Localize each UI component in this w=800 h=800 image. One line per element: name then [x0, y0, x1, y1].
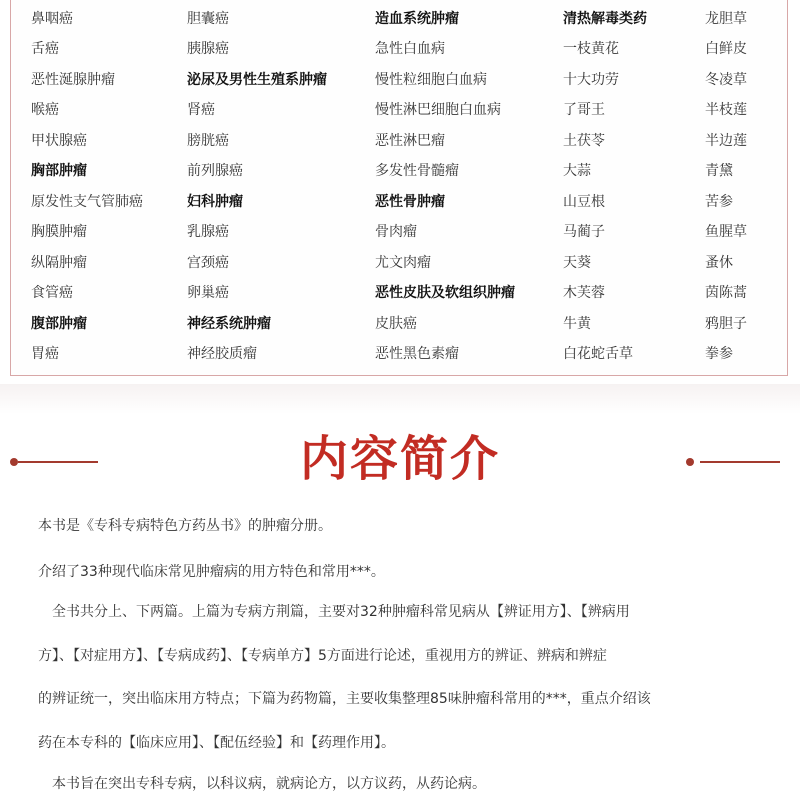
toc-item: 恶性黑色素瘤	[375, 346, 459, 362]
toc-item: 白鲜皮	[705, 41, 747, 57]
toc-item: 胃癌	[31, 346, 59, 362]
toc-item: 苦参	[705, 194, 733, 210]
section-title: 内容简介	[299, 431, 500, 487]
toc-item: 鸦胆子	[705, 316, 747, 332]
toc-item: 胰腺癌	[187, 41, 229, 57]
toc-item: 冬凌草	[705, 72, 747, 88]
toc-item: 大蒜	[563, 163, 591, 179]
right-ornament-dot	[686, 458, 694, 466]
toc-item: 甲状腺癌	[31, 133, 87, 149]
toc-item: 青黛	[705, 163, 733, 179]
toc-item: 白花蛇舌草	[563, 346, 633, 362]
left-ornament-line	[18, 461, 98, 463]
toc-item: 胆囊癌	[187, 11, 229, 27]
toc-item: 慢性淋巴细胞白血病	[375, 102, 501, 118]
toc-item: 神经胶质瘤	[187, 346, 257, 362]
toc-item: 十大功劳	[563, 72, 619, 88]
toc-item: 骨肉瘤	[375, 224, 417, 240]
toc-box	[10, 0, 788, 376]
toc-item: 了哥王	[563, 102, 605, 118]
toc-category-heading: 胸部肿瘤	[31, 163, 87, 179]
toc-category-heading: 恶性皮肤及软组织肿瘤	[375, 285, 515, 301]
toc-category-heading: 妇科肿瘤	[187, 194, 243, 210]
intro-line: 方】、【对症用方】、【专病成药】、【专病单方】5方面进行论述，重视用方的辨证、辨病和辨症	[38, 648, 607, 664]
toc-item: 皮肤癌	[375, 316, 417, 332]
toc-item: 龙胆草	[705, 11, 747, 27]
intro-line: 本书旨在突出专科专病，以科议病，就病论方，以方议药，从药论病。	[38, 776, 486, 792]
intro-line: 的辨证统一，突出临床用方特点；下篇为药物篇，主要收集整理85味肿瘤科常用的***，重点介绍该	[38, 691, 651, 707]
toc-item: 卵巢癌	[187, 285, 229, 301]
toc-item: 蚤休	[705, 255, 733, 271]
toc-item: 膀胱癌	[187, 133, 229, 149]
toc-category-heading: 清热解毒类药	[563, 11, 647, 27]
toc-item: 肾癌	[187, 102, 215, 118]
toc-item: 食管癌	[31, 285, 73, 301]
toc-item: 山豆根	[563, 194, 605, 210]
toc-item: 尤文肉瘤	[375, 255, 431, 271]
toc-category-heading: 造血系统肿瘤	[375, 11, 459, 27]
toc-item: 一枝黄花	[563, 41, 619, 57]
toc-category-heading: 神经系统肿瘤	[187, 316, 271, 332]
toc-item: 原发性支气管肺癌	[31, 194, 143, 210]
toc-item: 乳腺癌	[187, 224, 229, 240]
toc-item: 马蔺子	[563, 224, 605, 240]
toc-item: 舌癌	[31, 41, 59, 57]
toc-item: 天葵	[563, 255, 591, 271]
intro-line: 药在本专科的【临床应用】、【配伍经验】和【药理作用】。	[38, 735, 395, 751]
toc-item: 宫颈癌	[187, 255, 229, 271]
toc-item: 胸膜肿瘤	[31, 224, 87, 240]
toc-item: 急性白血病	[375, 41, 445, 57]
toc-item: 半边莲	[705, 133, 747, 149]
toc-item: 茵陈蒿	[705, 285, 747, 301]
toc-item: 恶性涎腺肿瘤	[31, 72, 115, 88]
toc-item: 牛黄	[563, 316, 591, 332]
left-ornament-dot	[10, 458, 18, 466]
toc-item: 纵隔肿瘤	[31, 255, 87, 271]
intro-line: 介绍了33种现代临床常见肿瘤病的用方特色和常用***。	[38, 564, 385, 580]
toc-item: 鼻咽癌	[31, 11, 73, 27]
toc-category-heading: 泌尿及男性生殖系肿瘤	[187, 72, 327, 88]
toc-item: 拳参	[705, 346, 733, 362]
separator-band	[0, 384, 800, 414]
toc-item: 鱼腥草	[705, 224, 747, 240]
toc-category-heading: 腹部肿瘤	[31, 316, 87, 332]
toc-item: 多发性骨髓瘤	[375, 163, 459, 179]
toc-item: 半枝莲	[705, 102, 747, 118]
intro-line: 全书共分上、下两篇。上篇为专病方荆篇，主要对32种肿瘤科常见病从【辨证用方】、【辨病用	[38, 604, 630, 620]
toc-item: 慢性粒细胞白血病	[375, 72, 487, 88]
toc-item: 恶性淋巴瘤	[375, 133, 445, 149]
toc-item: 木芙蓉	[563, 285, 605, 301]
toc-item: 土茯苓	[563, 133, 605, 149]
right-ornament-line	[700, 461, 780, 463]
toc-item: 前列腺癌	[187, 163, 243, 179]
toc-item: 喉癌	[31, 102, 59, 118]
intro-line: 本书是《专科专病特色方药丛书》的肿瘤分册。	[38, 518, 332, 534]
toc-category-heading: 恶性骨肿瘤	[375, 194, 445, 210]
